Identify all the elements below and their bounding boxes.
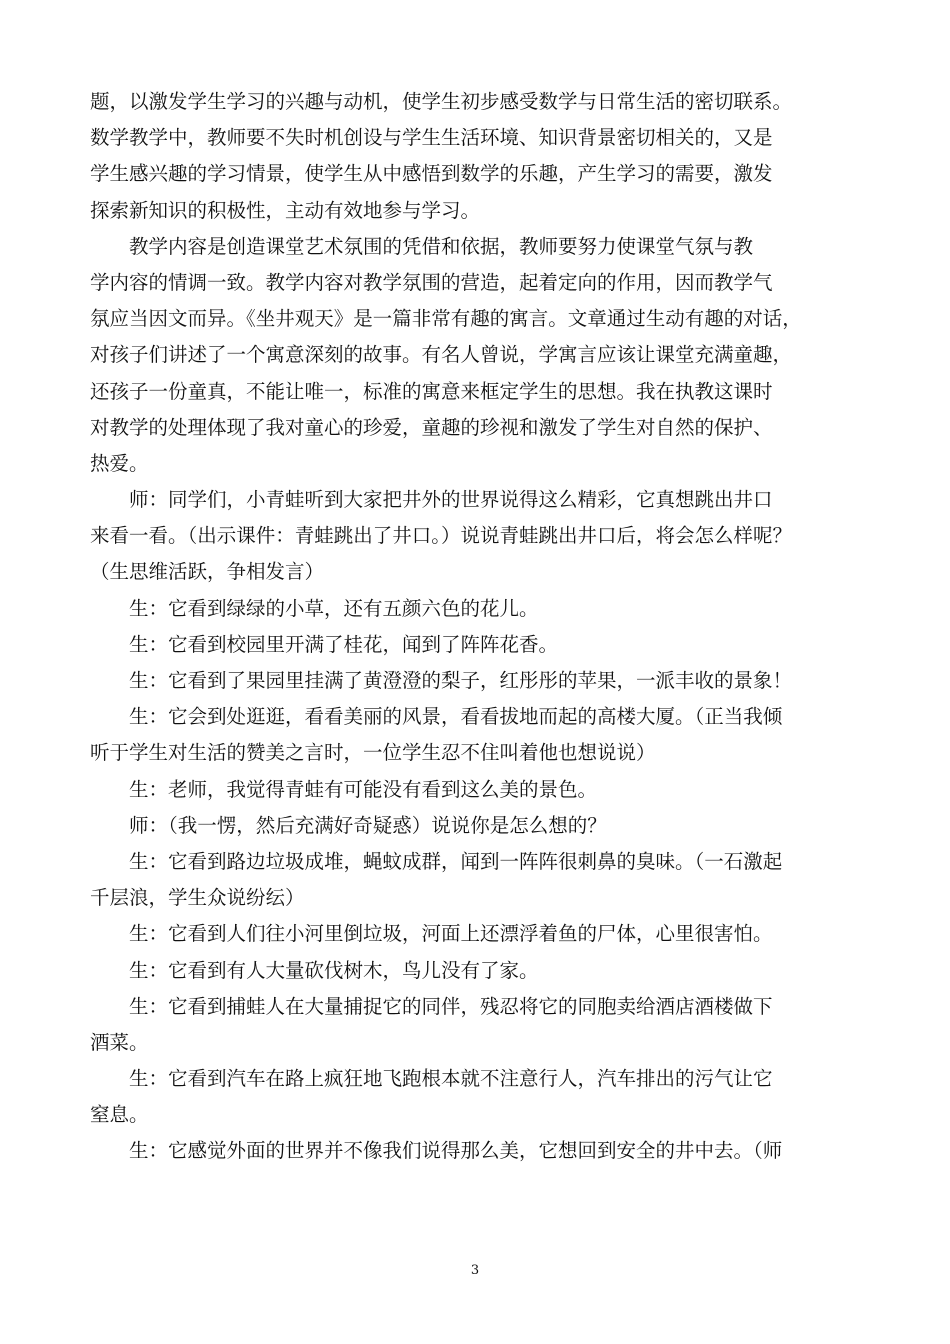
body-text (90, 84, 862, 1170)
text-line: 对孩子们讲述了一个寓意深刻的故事。有名人曾说，学寓言应该让课堂充满童趣， (90, 343, 793, 367)
text-line: 师：（我一愣，然后充满好奇疑惑）说说你是怎么想的？ (129, 813, 607, 837)
text-line: 氛应当因文而异。《坐井观天》是一篇非常有趣的寓言。文章通过生动有趣的对话， (90, 307, 802, 331)
text-line: 生：它看到有人大量砍伐树木，鸟儿没有了家。 (129, 958, 539, 982)
text-line: 题，以激发学生学习的兴趣与动机，使学生初步感受数学与日常生活的密切联系。 (90, 90, 793, 113)
page-number: 3 (470, 1263, 480, 1278)
text-line: 生：它看到路边垃圾成堆，蝇蚊成群，闻到一阵阵很刺鼻的臭味。（一石激起 (129, 849, 783, 873)
text-line: 生：老师，我觉得青蛙有可能没有看到这么美的景色。 (129, 777, 598, 801)
text-line: 生：它看到了果园里挂满了黄澄澄的梨子，红彤彤的苹果，一派丰收的景象！ (129, 669, 793, 692)
text-line: 还孩子一份童真，不能让唯一，标准的寓意来框定学生的思想。我在执教这课时 (90, 379, 773, 403)
text-line: 教学内容是创造课堂艺术氛围的凭借和依据，教师要努力使课堂气氛与教 (129, 234, 754, 258)
text-line: 听于学生对生活的赞美之言时，一位学生忍不住叫着他也想说说） (90, 741, 656, 765)
text-line: 对教学的处理体现了我对童心的珍爱，童趣的珍视和激发了学生对自然的保护、 (90, 415, 773, 439)
text-line: 生：它看到绿绿的小草，还有五颜六色的花儿。 (129, 596, 539, 620)
text-line: 生：它看到捕蛙人在大量捕捉它的同伴，残忍将它的同胞卖给酒店酒楼做下 (129, 994, 773, 1018)
text-line: 酒菜。 (90, 1030, 149, 1054)
text-line: 学内容的情调一致。教学内容对教学氛围的营造，起着定向的作用，因而教学气 (90, 270, 773, 294)
text-line: 师：同学们，小青蛙听到大家把井外的世界说得这么精彩，它真想跳出井口 (129, 488, 773, 512)
text-line: 生：它看到校园里开满了桂花，闻到了阵阵花香。 (129, 632, 559, 656)
text-line: 探索新知识的积极性，主动有效地参与学习。 (90, 198, 481, 222)
text-line: 生：它会到处逛逛，看看美丽的风景，看看拔地而起的高楼大厦。（正当我倾 (129, 705, 783, 729)
text-line: 生：它看到人们往小河里倒垃圾，河面上还漂浮着鱼的尸体，心里很害怕。 (129, 922, 773, 946)
text-line: 热爱。 (90, 451, 149, 475)
text-line: （生思维活跃，争相发言） (90, 560, 325, 584)
text-line: 生：它感觉外面的世界并不像我们说得那么美，它想回到安全的井中去。（师 (129, 1139, 783, 1163)
text-line: 数学教学中，教师要不失时机创设与学生生活环境、知识背景密切相关的，又是 (90, 126, 773, 150)
text-line: 窒息。 (90, 1103, 149, 1127)
text-line: 千层浪，学生众说纷纭） (90, 886, 305, 910)
text-line: 来看一看。（出示课件：青蛙跳出了井口。）说说青蛙跳出井口后，将会怎么样呢？ (90, 524, 793, 548)
text-line: 学生感兴趣的学习情景，使学生从中感悟到数学的乐趣，产生学习的需要，激发 (90, 162, 773, 186)
text-line: 生：它看到汽车在路上疯狂地飞跑根本就不注意行人，汽车排出的污气让它 (129, 1067, 773, 1091)
